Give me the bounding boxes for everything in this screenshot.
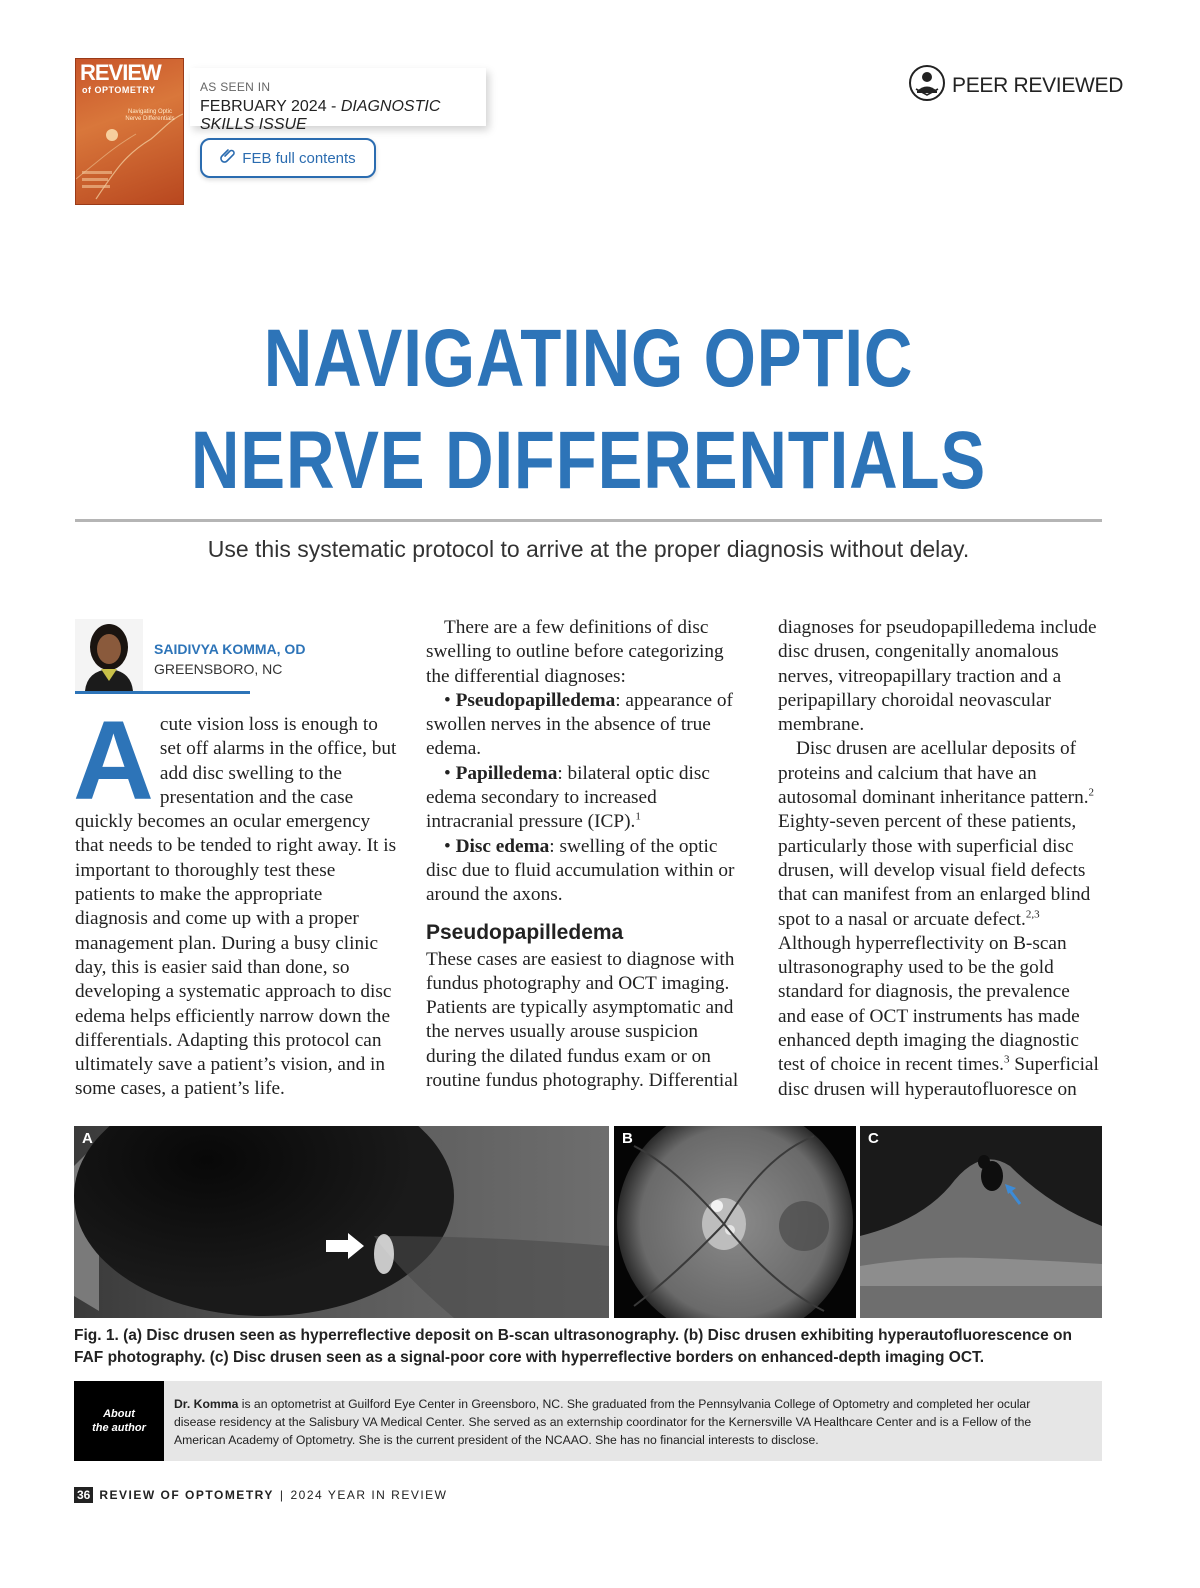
drop-cap: A [73, 698, 154, 823]
reference-2-3: 2,3 [1025, 908, 1040, 921]
about-author-bio: Dr. Komma is an optometrist at Guilford Eye Center in Greensboro, NC. She graduated from the Pennsylvania College of Optometry and completed her ocular disease residency at the Salisbury VA Medical Center. She served as an externship coordinator for the Kernersville VA Healthcare Center and is a Fellow of the American Academy of Optometry. She is the current president of the NCAAO. She has no financial interests to disclose. [174, 1397, 1032, 1447]
footer-section: 2024 YEAR IN REVIEW [290, 1488, 448, 1502]
issue-date: FEBRUARY 2024 - [200, 98, 341, 115]
peer-reviewed-label: PEER REVIEWED [952, 74, 1124, 97]
faf-image [614, 1126, 856, 1318]
cover-title: Navigating Optic Nerve Differentials [125, 109, 175, 122]
definitions-intro: There are a few definitions of disc swelling to outline before categorizing the differential diagnoses: [426, 617, 724, 687]
figure-b-faf [614, 1126, 856, 1318]
figure-c-oct [860, 1126, 1102, 1318]
peer-reviewed-badge [908, 66, 1123, 106]
bscan-image [74, 1126, 609, 1318]
figure-label-c: C [868, 1130, 879, 1147]
publication-name: REVIEW OF OPTOMETRY [99, 1488, 274, 1502]
reference-1: 1 [635, 810, 641, 823]
article-subtitle: Use this systematic protocol to arrive at the proper diagnosis without delay. [207, 536, 970, 562]
author-name: SAIDIVYA KOMMA, OD [154, 641, 306, 657]
reference-3: 3 [1003, 1053, 1010, 1066]
definition-pseudopapilledema: • Pseudopapilledema: appearance of swollen nerves in the absence of true edema. [426, 689, 733, 760]
differential-paragraph: diagnoses for pseudopapilledema include disc drusen, congenitally anomalous nerves, vitreopapillary traction and a peripapillary choroidal neovascular membrane. [778, 617, 1097, 736]
page-number: 36 [74, 1487, 93, 1503]
reference-2: 2 [1088, 786, 1095, 799]
body-column-2 [426, 616, 748, 1093]
cover-masthead: REVIEW [80, 60, 161, 85]
about-author-name: Dr. Komma [174, 1397, 239, 1411]
body-column-3 [778, 616, 1102, 1102]
peer-reviewed-icon [908, 64, 946, 108]
magazine-cover-thumbnail[interactable] [75, 58, 184, 205]
author-divider [75, 691, 250, 694]
footer-separator: | [279, 1488, 285, 1502]
author-avatar [75, 619, 143, 691]
issue-label [200, 98, 486, 134]
article-title: NAVIGATING OPTIC NERVE DIFFERENTIALS [190, 313, 987, 506]
figure-a-bscan [74, 1126, 609, 1318]
oct-image [860, 1126, 1102, 1318]
intro-paragraph: cute vision loss is enough to set off alarms in the office, but add disc swelling to the presentation and the case quickly becomes an ocular emergency that needs to be tended to right away. It is important to thoroughly test these patients to make the appropriate diagnosis and come up with a proper management plan. During a busy clinic day, this is easier said than done, so developing a systematic approach to disc edema helps efficiently narrow down the differentials. Adapting this protocol can ultimately save a patient’s vision, and in some cases, a patient’s life. [75, 714, 397, 1100]
figure-caption: Fig. 1. (a) Disc drusen seen as hyperreflective deposit on B-scan ultrasonography. (b) Disc drusen exhibiting hyperautofluorescence on FAF photography. (c) Disc drusen seen as a signal-poor core with hyperreflective borders on enhanced-depth imaging OCT. [74, 1327, 1072, 1366]
cover-masthead-sub: of OPTOMETRY [82, 85, 156, 95]
figure-label-b: B [622, 1130, 633, 1147]
issue-name: DIAGNOSTIC SKILLS ISSUE [200, 98, 441, 133]
page-footer [74, 1487, 448, 1503]
figure-label-a: A [82, 1130, 93, 1147]
body-column-1 [73, 698, 397, 1102]
feb-full-contents-label: FEB full contents [242, 149, 356, 167]
section-heading-pseudopapilledema: Pseudopapilledema [426, 920, 624, 944]
pseudopapilledema-paragraph: These cases are easiest to diagnose with fundus photography and OCT imaging. Patients are typically asymptomatic and the nerves usually arouse suspicion during the dilated fundus exam or on routine fundus photography. Differential [426, 948, 739, 1092]
issue-info-card [190, 68, 486, 133]
paperclip-icon [220, 148, 236, 168]
definition-disc-edema: • Disc edema: swelling of the optic disc due to fluid accumulation within or around the axons. [426, 835, 735, 906]
disc-drusen-paragraph: Disc drusen are acellular deposits of proteins and calcium that have an autosomal dominant inheritance pattern.$^2$ Eighty-seven percent of these patients, particularly those with superficial disc drusen, will develop visual field defects that can manifest from an enlarged blind spot to a nasal or arcuate defect.$^{2,3}$ Although hyperreflectivity on B-scan ultrasonography used to be the gold standard for diagnosis, the prevalence and ease of OCT instruments has made enhanced depth imaging the diagnostic test of choice in recent times.$^3$ Superficial disc drusen will hyperautofluoresce on [778, 738, 1099, 1100]
author-location: GREENSBORO, NC [154, 661, 283, 677]
definition-papilledema: • Papilledema: bilateral optic disc edema secondary to increased intracranial pressure (ICP).$^1$ [426, 762, 710, 833]
about-author-label: About the author [74, 1381, 164, 1461]
title-divider [75, 519, 1102, 522]
as-seen-label: AS SEEN IN [200, 80, 271, 94]
feb-full-contents-button[interactable] [200, 138, 376, 178]
